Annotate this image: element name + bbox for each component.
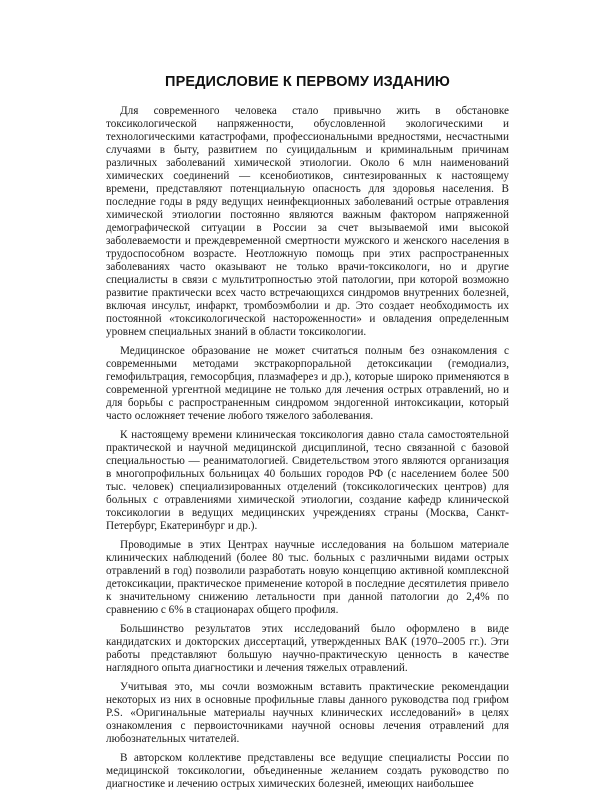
- paragraph-5: Большинство результатов этих исследований было оформлено в виде кандидатских и докторских диссертаций, утвержденных ВАК (1970–2005 гг.). Эти работы представляют большую научно-практическую ценность в качестве наглядного опыта диагностики и лечения тяжелых отравлений.: [106, 623, 509, 674]
- paragraph-2: Медицинское образование не может считаться полным без ознакомления с современными методами экстракорпоральной детоксикации (гемодиализ, гемофильтрация, гемосорбция, плазмаферез и др.), которые широко применяются в современной ургентной медицине не только для лечения острых отравлений, но и для борьбы с распространенным синдромом эндогенной интоксикации, который часто осложняет течение любого тяжелого заболевания.: [106, 345, 509, 422]
- body-text: [106, 105, 509, 791]
- paragraph-7: В авторском коллективе представлены все ведущие специалисты России по медицинской токсикологии, объединенные желанием создать руководство по диагностике и лечению острых химических болезней, имеющих наибольшее: [106, 752, 509, 790]
- paragraph-1: Для современного человека стало привычно жить в обстановке токсикологической напряженности, обусловленной экологическими и технологическими катастрофами, профессиональными вредностями, несчастными случаями в быту, развитием по суицидальным и криминальным причинам различных заболеваний химической этиологии. Около 6 млн наименований химических соединений — ксенобиотиков, синтезированных к настоящему времени, представляют потенциальную опасность для здоровья населения. В последние годы в ряду ведущих неинфекционных заболеваний острые отравления химической этиологии постоянно являются важным фактором напряженной демографической ситуации в России за счет вызываемой ими высокой заболеваемости и преждевременной смертности мужского и женского населения в трудоспособном возрасте. Неотложную помощь при этих распространенных заболеваниях часто оказывают не только врачи-токсикологи, но и другие специалисты в связи с мультитропностью этой патологии, при которой возможно развитие практически всех часто встречающихся синдромов внутренних болезней, включая инсульт, инфаркт, тромбоэмболии и др. Это создает необходимость их постоянной «токсикологической настороженности» и овладения определенным уровнем специальных знаний в области токсикологии.: [106, 105, 509, 338]
- paragraph-6: Учитывая это, мы сочли возможным вставить практические рекомендации некоторых из них в основные профильные главы данного руководства под грифом P.S. «Оригинальные материалы научных клинических исследований» в целях ознакомления с первоисточниками научной основы лечения отравлений для любознательных читателей.: [106, 681, 509, 745]
- paragraph-3: К настоящему времени клиническая токсикология давно стала самостоятельной практической и научной медицинской дисциплиной, тесно связанной с базовой специальностью — реаниматологией. Свидетельством этого являются организация в многопрофильных больницах 40 больших городов РФ (с населением более 500 тыс. человек) специализированных отделений (токсикологических центров) для больных с отравлениями химической этиологии, создание кафедр клинической токсикологии в ведущих медицинских учреждениях страны (Москва, Санкт-Петербург, Екатеринбург и др.).: [106, 429, 509, 532]
- paragraph-4: Проводимые в этих Центрах научные исследования на большом материале клинических наблюдений (более 80 тыс. больных с различными видами острых отравлений в год) позволили разработать новую концепцию активной комплексной детоксикации, практическое применение которой в последние десятилетия привело к значительному снижению летальности при данной патологии до 2,4% по сравнению с 6% в стационарах общего профиля.: [106, 539, 509, 616]
- page-title: ПРЕДИСЛОВИЕ К ПЕРВОМУ ИЗДАНИЮ: [165, 74, 450, 90]
